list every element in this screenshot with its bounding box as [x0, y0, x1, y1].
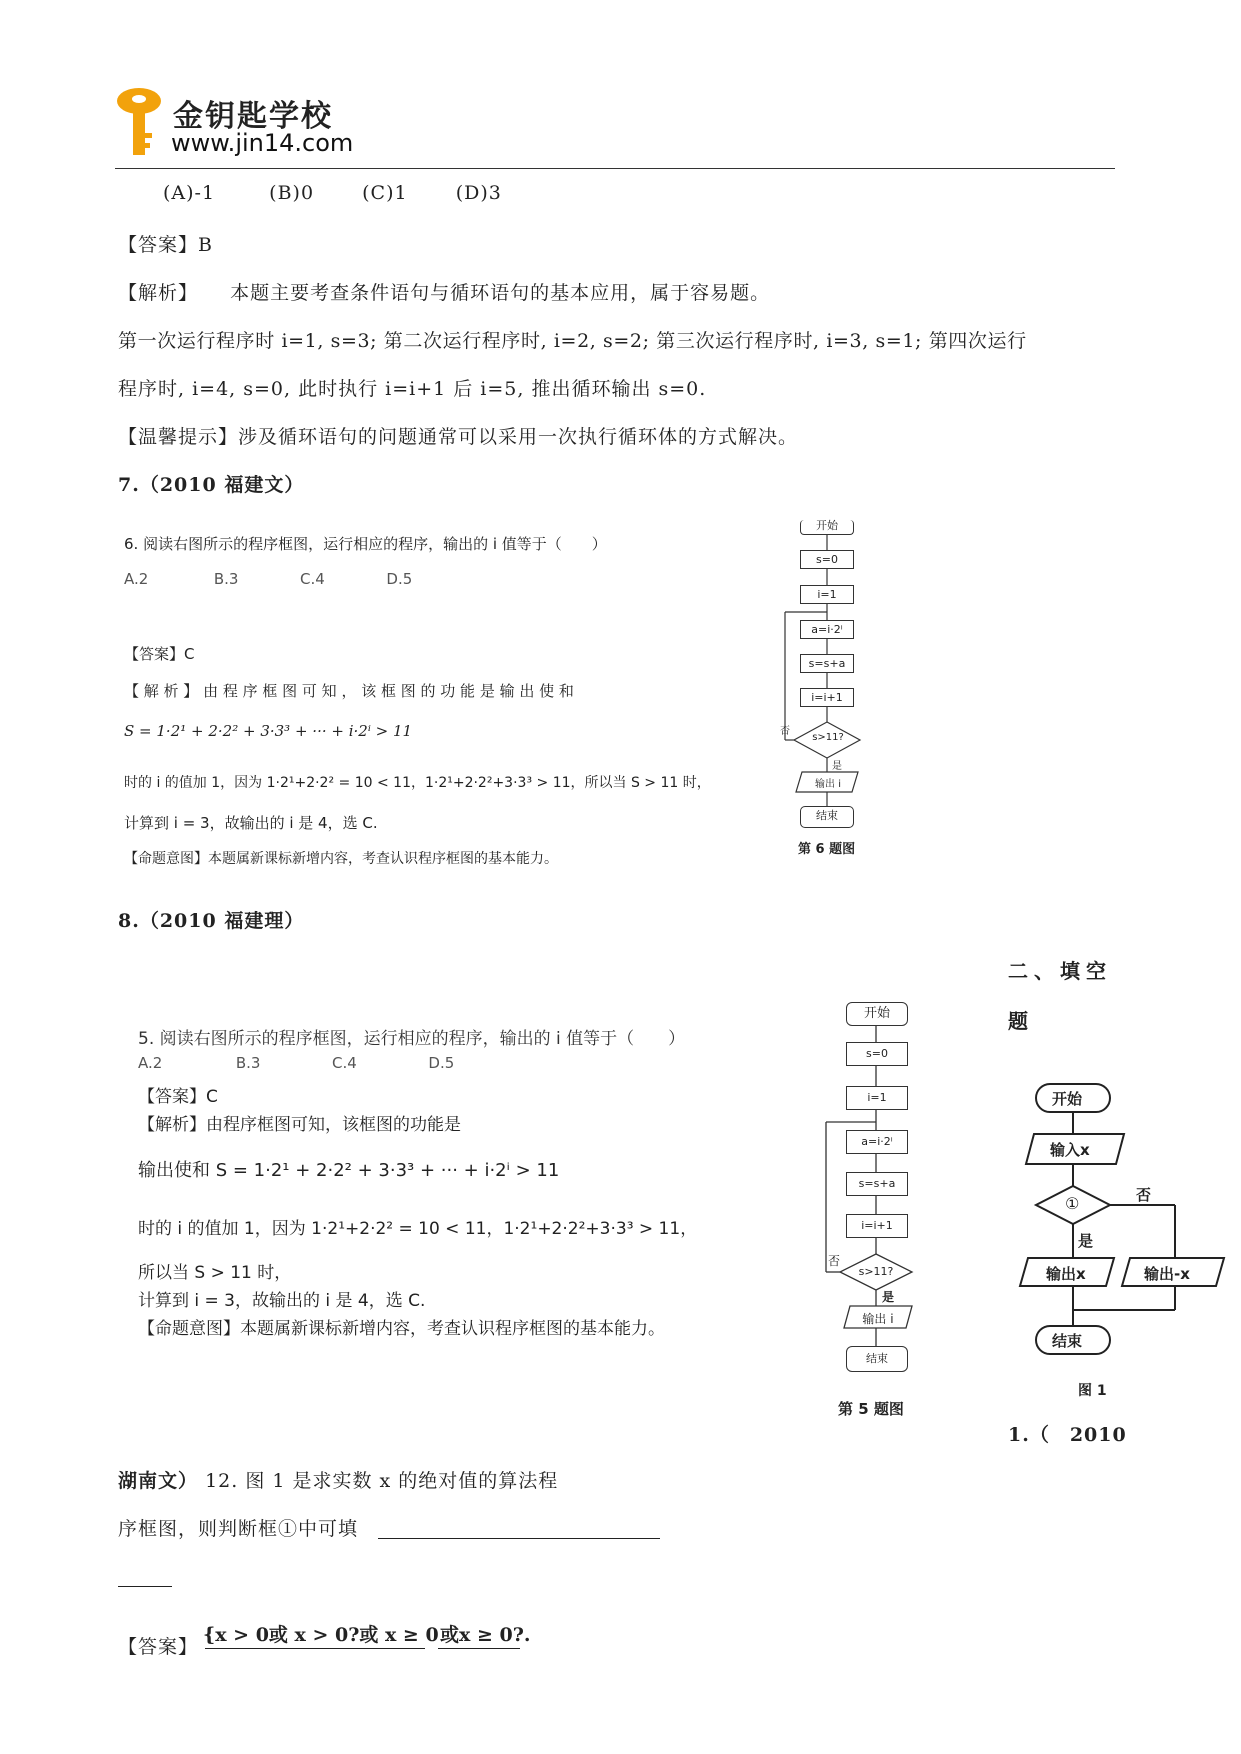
hunan-blank-line-2: [118, 1586, 172, 1587]
hunan-answer-b-underline: [438, 1648, 520, 1649]
q8-options: [138, 1054, 454, 1072]
q7-cond-node: s>11?: [812, 732, 844, 743]
hunan-answer-b: 或x ≥ 0?.: [440, 1624, 531, 1646]
q7-init-i-node: i=1: [800, 585, 854, 604]
q8-yes-label: 是: [882, 1290, 895, 1304]
q8-output-node: 输出 i: [862, 1312, 894, 1326]
q8-heading: 8.（2010 福建理）: [118, 910, 305, 932]
q6-option-c: (C)1: [362, 182, 408, 204]
q7-reason1: 时的 i 的值加 1，因为 1·2¹+2·2² = 10 < 11，1·2¹+2·2²+3·3³ > 11，所以当 S > 11 时，: [124, 775, 711, 791]
fig1-output-neg: 输出-x: [1144, 1265, 1190, 1283]
key-icon: [115, 87, 165, 163]
hunan-blank-line: [378, 1538, 660, 1539]
q7-formula: S = 1·2¹ + 2·2² + 3·3³ + ··· + i·2ⁱ > 11: [124, 722, 413, 740]
q8-analysis: 【解析】由程序框图可知，该框图的功能是: [138, 1115, 461, 1135]
hunan-answer-a-underline: [205, 1648, 425, 1649]
logo-url: www.jin14.com: [171, 129, 354, 157]
q7-option-a: A.2: [124, 570, 149, 588]
q8-flowchart: [822, 1000, 942, 1420]
q8-cond-node: s>11?: [858, 1265, 894, 1278]
fig1-caption: 图 1: [1078, 1383, 1107, 1399]
q8-option-b: B.3: [235, 1054, 261, 1072]
q7-start-node: 开始: [800, 520, 854, 535]
fig1-no-label: 否: [1136, 1186, 1152, 1204]
q6-option-b: (B)0: [269, 182, 315, 204]
q7-output-node: 输出 i: [815, 779, 841, 790]
fig1-output-pos: 输出x: [1046, 1265, 1086, 1283]
fig1-yes-label: 是: [1078, 1232, 1094, 1250]
hunan-number: 1.（ 2010: [1008, 1424, 1127, 1446]
hunan-text2: 序框图，则判断框①中可填: [118, 1518, 359, 1540]
q7-answer: 【答案】C: [124, 645, 195, 663]
fig1-flowchart: [1012, 1080, 1232, 1410]
q6-tip: 【温馨提示】涉及循环语句的问题通常可以采用一次执行循环体的方式解决。: [118, 426, 799, 448]
q7-intent: 【命题意图】本题属新课标新增内容，考查认识程序框图的基本能力。: [124, 851, 558, 867]
q6-analysis-label: 【解析】: [118, 282, 199, 304]
hunan-text1: 12. 图 1 是求实数 x 的绝对值的算法程: [205, 1470, 559, 1492]
q6-detail-line1: 第一次运行程序时 i=1, s=3; 第二次运行程序时, i=2, s=2; 第三次运行程序时, i=3, s=1; 第四次运行: [118, 330, 1027, 352]
section2-heading-b: 题: [1008, 1009, 1029, 1033]
q8-end-node: 结束: [846, 1346, 908, 1372]
q8-calc-node: a=i·2ⁱ: [846, 1130, 908, 1154]
fig1-input-node: 输入x: [1050, 1141, 1090, 1159]
q7-reason2: 计算到 i = 3，故输出的 i 是 4，选 C.: [124, 814, 378, 832]
q8-question: 5. 阅读右图所示的程序框图，运行相应的程序，输出的 i 值等于（ ）: [138, 1029, 686, 1049]
q8-option-c: C.4: [332, 1054, 357, 1072]
q8-flow-caption: 第 5 题图: [838, 1400, 904, 1418]
q8-intent: 【命题意图】本题属新课标新增内容，考查认识程序框图的基本能力。: [138, 1319, 665, 1339]
q6-option-a: (A)-1: [163, 182, 216, 204]
fig1-cond-node: ①: [1065, 1194, 1080, 1213]
q7-init-s-node: s=0: [800, 550, 854, 569]
q7-question: 6. 阅读右图所示的程序框图，运行相应的程序，输出的 i 值等于（ ）: [124, 535, 607, 553]
q8-reason1: 时的 i 的值加 1，因为 1·2¹+2·2² = 10 < 11，1·2¹+2·2²+3·3³ > 11，: [138, 1219, 698, 1239]
q7-flowchart: [780, 520, 890, 860]
q6-analysis: [118, 278, 770, 305]
q6-detail-line2: 程序时, i=4, s=0, 此时执行 i=i+1 后 i=5, 推出循环输出 s=0.: [118, 378, 707, 400]
q8-sum-node: s=s+a: [846, 1172, 908, 1196]
hunan-answer-label: 【答案】: [118, 1636, 199, 1658]
q6-answer: 【答案】B: [118, 234, 213, 256]
header-divider: [115, 168, 1115, 169]
q7-analysis: 【 解 析 】 由 程 序 框 图 可 知 ， 该 框 图 的 功 能 是 输 出 使 和: [124, 682, 574, 700]
q6-analysis-text: 本题主要考查条件语句与循环语句的基本应用，属于容易题。: [230, 282, 771, 304]
q8-init-s-node: s=0: [846, 1042, 908, 1066]
q8-init-i-node: i=1: [846, 1086, 908, 1110]
q6-options: [163, 182, 502, 204]
fig1-end-node: 结束: [1052, 1332, 1083, 1350]
section2-heading-a: 二、填空: [1008, 959, 1112, 983]
q7-end-node: 结束: [800, 806, 854, 828]
q8-option-a: A.2: [138, 1054, 163, 1072]
q7-no-label: 否: [780, 726, 790, 737]
q7-option-d: D.5: [386, 570, 413, 588]
q7-flow-caption: 第 6 题图: [798, 842, 856, 857]
q8-reason3: 计算到 i = 3，故输出的 i 是 4，选 C.: [138, 1291, 426, 1311]
hunan-line1: [118, 1466, 558, 1493]
q7-yes-label: 是: [832, 761, 842, 772]
q7-option-c: C.4: [300, 570, 325, 588]
q7-options: [124, 570, 412, 588]
q6-option-d: (D)3: [455, 182, 502, 204]
hunan-answer-a: {x > 0或 x > 0?或 x ≥ 0: [203, 1624, 439, 1646]
hunan-prefix: 湖南文）: [118, 1470, 199, 1492]
q7-heading: 7.（2010 福建文）: [118, 474, 305, 496]
q8-reason2: 所以当 S > 11 时，: [138, 1263, 292, 1283]
q8-no-label: 否: [828, 1254, 841, 1268]
q8-formula: 输出使和 S = 1·2¹ + 2·2² + 3·3³ + ··· + i·2ⁱ > 11: [138, 1160, 560, 1181]
fig1-start-node: 开始: [1052, 1090, 1083, 1108]
q8-inc-node: i=i+1: [846, 1214, 908, 1238]
q7-option-b: B.3: [213, 570, 239, 588]
q8-option-d: D.5: [428, 1054, 455, 1072]
logo: [115, 85, 375, 163]
q7-sum-node: s=s+a: [800, 654, 854, 673]
q7-inc-node: i=i+1: [800, 688, 854, 707]
q7-calc-node: a=i·2ⁱ: [800, 620, 854, 639]
logo-name: 金钥匙学校: [173, 99, 333, 134]
q8-answer: 【答案】C: [138, 1087, 218, 1107]
q8-start-node: 开始: [846, 1002, 908, 1026]
